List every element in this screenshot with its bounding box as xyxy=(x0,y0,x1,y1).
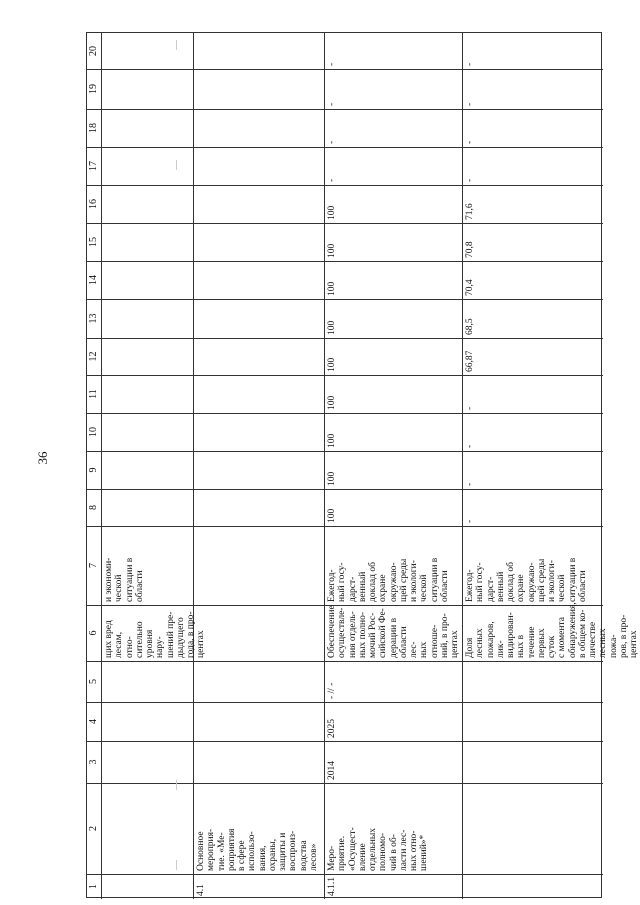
row-4-col-12 xyxy=(462,338,603,375)
row-3-col-12 xyxy=(324,338,462,375)
row-1-col-8 xyxy=(101,489,193,526)
column-header-8-text: 8 xyxy=(88,505,99,510)
row-1-col-9 xyxy=(101,451,193,489)
column-header-20 xyxy=(87,33,101,69)
column-header-1 xyxy=(87,874,101,899)
row-1-col-15 xyxy=(101,223,193,261)
scan-margin-mark xyxy=(176,160,177,170)
row-1-col-17 xyxy=(101,147,193,185)
column-header-18 xyxy=(87,109,101,147)
row-3-col-20 xyxy=(324,33,462,69)
scan-margin-mark xyxy=(176,40,177,50)
column-header-5-text: 5 xyxy=(88,679,99,684)
row-3-col-16-text: 100 xyxy=(327,205,337,220)
row-2-col-12 xyxy=(193,338,324,375)
row-2-col-2-text: Основное мероприя- тие. «Ме- роприятия в сфере использо- вания, охраны, защиты и воспроиз- водства лесов» xyxy=(196,828,319,871)
row-3-col-6 xyxy=(324,605,462,661)
row-3-col-11 xyxy=(324,375,462,413)
row-2-col-10 xyxy=(193,413,324,451)
column-header-10 xyxy=(87,413,101,451)
row-3-col-7 xyxy=(324,526,462,605)
row-3-col-13-text: 100 xyxy=(327,320,337,335)
column-header-1-text: 1 xyxy=(88,884,99,889)
row-1-col-5 xyxy=(101,661,193,702)
column-header-14 xyxy=(87,261,101,299)
row-3-col-18-text: - xyxy=(327,140,337,144)
row-2-col-5 xyxy=(193,661,324,702)
row-4-col-18 xyxy=(462,109,603,147)
row-3-col-6-text: Обеспечение осуществле- ния отдель- ных полно- мочий Рос- сийской Фе- дерации в области лес- ных отноше- ний, в про- центах xyxy=(327,605,460,658)
row-2-col-13 xyxy=(193,299,324,338)
page-number: 36 xyxy=(35,451,50,465)
column-header-15-text: 15 xyxy=(88,237,99,247)
column-header-8 xyxy=(87,489,101,526)
column-header-15 xyxy=(87,223,101,261)
row-2-col-20 xyxy=(193,33,324,69)
row-4-col-3 xyxy=(462,741,603,783)
column-header-20-text: 20 xyxy=(88,46,99,56)
row-4-col-18-text: - xyxy=(465,140,475,144)
row-2-col-2 xyxy=(193,783,324,874)
column-header-14-text: 14 xyxy=(88,275,99,285)
row-4-col-13-text: 68,5 xyxy=(465,318,475,335)
column-header-16-text: 16 xyxy=(88,199,99,209)
row-1-col-20 xyxy=(101,33,193,69)
row-3-col-19 xyxy=(324,69,462,109)
row-2-col-8 xyxy=(193,489,324,526)
column-header-11-text: 11 xyxy=(88,389,99,399)
row-1-col-7-text: и экономи- ческой ситуации в области xyxy=(104,557,145,602)
row-4-col-17 xyxy=(462,147,603,185)
column-header-4-text: 4 xyxy=(88,719,99,724)
row-2-col-4 xyxy=(193,702,324,741)
column-header-3 xyxy=(87,741,101,783)
row-1-col-7 xyxy=(101,526,193,605)
column-header-6 xyxy=(87,605,101,661)
row-1-col-14 xyxy=(101,261,193,299)
row-3-col-1 xyxy=(324,874,462,899)
indicator-table xyxy=(86,32,639,898)
row-2-col-14 xyxy=(193,261,324,299)
row-3-col-19-text: - xyxy=(327,102,337,106)
row-2-col-18 xyxy=(193,109,324,147)
column-header-17 xyxy=(87,147,101,185)
column-header-18-text: 18 xyxy=(88,123,99,133)
row-3-col-18 xyxy=(324,109,462,147)
row-1-col-19 xyxy=(101,69,193,109)
row-2-col-19 xyxy=(193,69,324,109)
row-4-col-7 xyxy=(462,526,603,605)
row-4-col-10-text: - xyxy=(465,444,475,448)
row-3-col-3-text: 2014 xyxy=(327,761,337,780)
row-3-col-16 xyxy=(324,185,462,223)
column-header-19 xyxy=(87,69,101,109)
row-2-col-16 xyxy=(193,185,324,223)
row-3-col-20-text: - xyxy=(327,62,337,66)
row-4-col-10 xyxy=(462,413,603,451)
row-3-col-8 xyxy=(324,489,462,526)
row-3-col-4 xyxy=(324,702,462,741)
row-3-col-15 xyxy=(324,223,462,261)
row-1-col-10 xyxy=(101,413,193,451)
row-3-col-10-text: 100 xyxy=(327,433,337,448)
row-1-col-11 xyxy=(101,375,193,413)
column-header-9 xyxy=(87,451,101,489)
row-2-col-7 xyxy=(193,526,324,605)
row-1-col-6-text: щих вред лесам, отно- сительно уровня нару- шений пре- дыдущего года, в про- центах xyxy=(104,611,207,658)
row-3-col-9-text: 100 xyxy=(327,471,337,486)
row-3-col-7-text: Ежегод- ный госу- дарст- венный доклад об охране окружаю- щей среды и экологи- ческой ситуации в области xyxy=(327,557,450,602)
column-header-12 xyxy=(87,338,101,375)
column-header-7 xyxy=(87,526,101,605)
row-2-col-1 xyxy=(193,874,324,899)
row-3-col-14 xyxy=(324,261,462,299)
row-3-col-17-text: - xyxy=(327,178,337,182)
column-header-16 xyxy=(87,185,101,223)
row-4-col-6 xyxy=(462,602,639,661)
column-header-17-text: 17 xyxy=(88,161,99,171)
row-4-col-13 xyxy=(462,299,603,338)
row-4-col-2 xyxy=(462,783,603,874)
row-4-col-7-text: Ежегод- ный госу- дарст- венный доклад об охране окружаю- щей среды и экологи- ческой ситуации в области xyxy=(465,557,588,602)
row-1-col-2 xyxy=(101,783,193,874)
row-4-col-9 xyxy=(462,451,603,489)
row-3-col-9 xyxy=(324,451,462,489)
row-4-col-9-text: - xyxy=(465,482,475,486)
row-3-col-15-text: 100 xyxy=(327,243,337,258)
row-1-col-3 xyxy=(101,741,193,783)
row-4-col-20 xyxy=(462,33,603,69)
column-header-4 xyxy=(87,702,101,741)
row-4-col-15 xyxy=(462,223,603,261)
column-header-3-text: 3 xyxy=(88,759,99,765)
column-header-5 xyxy=(87,661,101,702)
row-3-col-13 xyxy=(324,299,462,338)
row-3-col-8-text: 100 xyxy=(327,508,337,523)
row-3-col-14-text: 100 xyxy=(327,281,337,296)
row-1-col-16 xyxy=(101,185,193,223)
row-4-col-17-text: - xyxy=(465,178,475,182)
row-3-col-2-text: Меро- приятие. «Осущест- вление отдельных полномо- чий в об- ласти лес- ных отно- шений»* xyxy=(327,827,430,871)
column-header-7-text: 7 xyxy=(88,563,99,568)
row-4-col-12-text: 66,87 xyxy=(465,350,475,372)
column-header-10-text: 10 xyxy=(88,427,99,437)
column-header-2-text: 2 xyxy=(88,826,99,831)
row-2-col-11 xyxy=(193,375,324,413)
column-header-13 xyxy=(87,299,101,338)
row-2-col-15 xyxy=(193,223,324,261)
row-3-col-10 xyxy=(324,413,462,451)
row-3-col-12-text: 100 xyxy=(327,357,337,372)
row-4-col-4 xyxy=(462,702,603,741)
column-header-9-text: 9 xyxy=(88,467,99,473)
scan-margin-mark xyxy=(176,860,177,870)
row-2-col-6 xyxy=(193,605,324,661)
row-4-col-8-text: - xyxy=(465,519,475,523)
row-3-col-5-text: - // - xyxy=(327,682,337,699)
row-3-col-2 xyxy=(324,783,462,874)
row-2-col-1-text: 4.1 xyxy=(196,884,206,896)
column-header-11 xyxy=(87,375,101,413)
row-4-col-14-text: 70,4 xyxy=(465,279,475,296)
row-4-col-20-text: - xyxy=(465,62,475,66)
row-4-col-15-text: 70,8 xyxy=(465,241,475,258)
row-1-col-18 xyxy=(101,109,193,147)
row-1-col-13 xyxy=(101,299,193,338)
row-1-col-4 xyxy=(101,702,193,741)
row-4-col-1 xyxy=(462,874,603,899)
row-3-col-5 xyxy=(324,661,462,702)
row-1-col-6 xyxy=(101,605,207,661)
row-4-col-11-text: - xyxy=(465,406,475,410)
scan-margin-mark xyxy=(176,780,177,790)
row-3-col-3 xyxy=(324,741,462,783)
row-1-col-12 xyxy=(101,338,193,375)
row-2-col-3 xyxy=(193,741,324,783)
row-4-col-14 xyxy=(462,261,603,299)
row-3-col-17 xyxy=(324,147,462,185)
row-4-col-8 xyxy=(462,489,603,526)
row-2-col-17 xyxy=(193,147,324,185)
column-header-2 xyxy=(87,783,101,874)
row-3-col-11-text: 100 xyxy=(327,395,337,410)
row-2-col-9 xyxy=(193,451,324,489)
column-header-6-text: 6 xyxy=(88,630,99,636)
column-header-19-text: 19 xyxy=(88,84,99,94)
row-4-col-19 xyxy=(462,69,603,109)
row-4-col-11 xyxy=(462,375,603,413)
row-4-col-6-text: Доля лесных пожаров, лик- видирован- ных в течение первых суток с момента обнаружения, в общем ко- личестве лесных пожа- ров, в про- центах xyxy=(465,602,639,658)
row-4-col-19-text: - xyxy=(465,102,475,106)
row-4-col-16 xyxy=(462,185,603,223)
row-3-col-1-text: 4.1.1 xyxy=(327,877,337,896)
column-header-13-text: 13 xyxy=(88,313,99,324)
row-3-col-4-text: 2025 xyxy=(327,719,337,738)
row-1-col-1 xyxy=(101,874,193,899)
row-4-col-5 xyxy=(462,661,603,702)
column-header-12-text: 12 xyxy=(88,351,99,362)
row-4-col-16-text: 71,6 xyxy=(465,203,475,220)
